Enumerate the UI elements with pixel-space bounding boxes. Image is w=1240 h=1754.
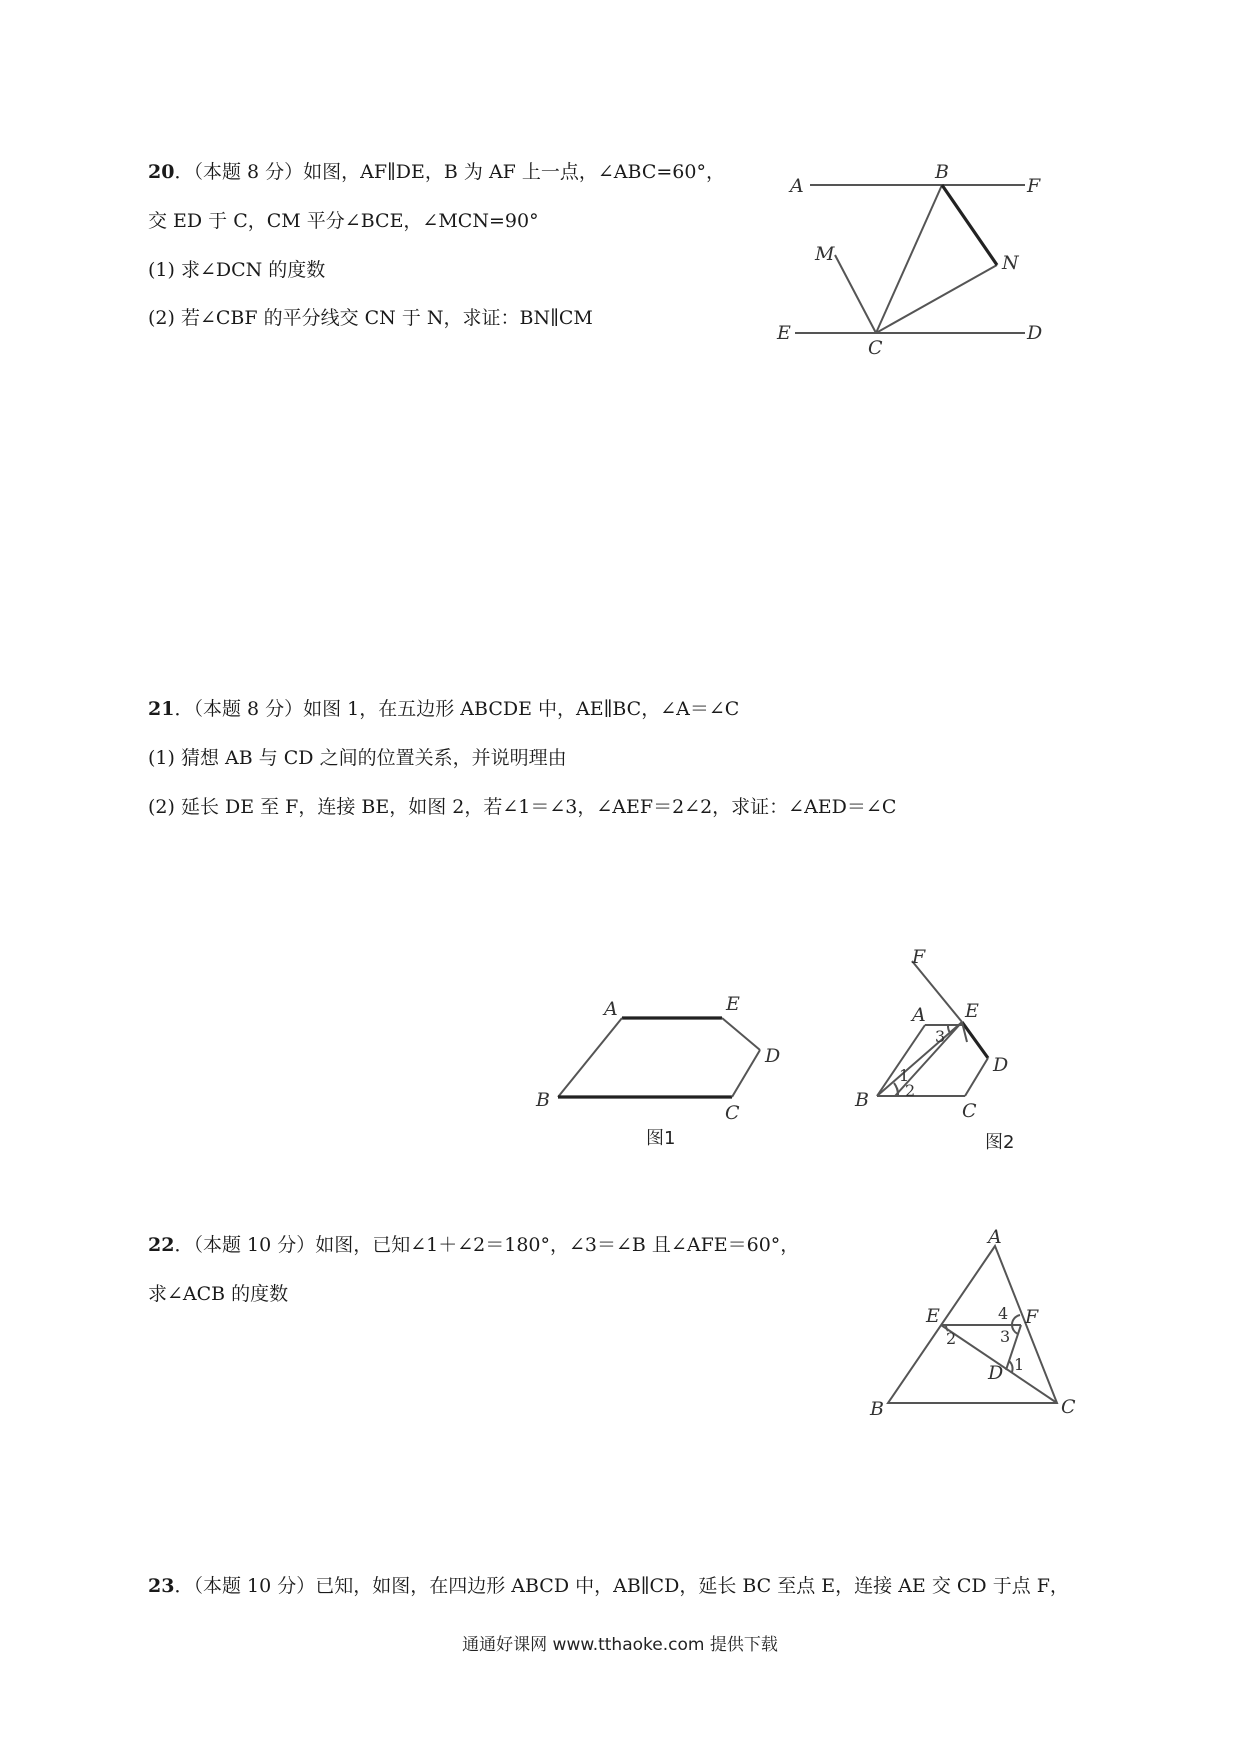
- label-e: E: [777, 322, 791, 344]
- q21-number: 21: [148, 698, 175, 720]
- label-e: E: [965, 1000, 979, 1022]
- q21-part2: (2) 延长 DE 至 F，连接 BE，如图 2，若∠1＝∠3，∠AEF＝2∠2，求证：∠AED＝∠C: [148, 796, 897, 818]
- label-c: C: [868, 337, 883, 359]
- label-b: B: [870, 1398, 884, 1420]
- label-a: A: [912, 1004, 926, 1026]
- label-a: A: [604, 998, 618, 1020]
- page-footer: 通通好课网 www.tthaoke.com 提供下载: [462, 1635, 778, 1655]
- label-b: B: [536, 1089, 550, 1111]
- q23-line1: [148, 1574, 1069, 1598]
- label-e: E: [926, 1305, 940, 1327]
- label-c: C: [1061, 1396, 1076, 1418]
- label-f: F: [912, 946, 926, 968]
- label-a: A: [988, 1226, 1002, 1248]
- q22-number: 22: [148, 1234, 175, 1256]
- q21-line1: [148, 697, 739, 721]
- angle-arc-4: [1012, 1315, 1020, 1325]
- segment-dc: [732, 1050, 760, 1097]
- fig1-caption: 图1: [646, 1128, 676, 1149]
- angle-label-2: 2: [905, 1081, 916, 1100]
- segment-ed: [722, 1018, 760, 1050]
- segment-bc: [876, 185, 942, 333]
- q21-text1: ．（本题 8 分）如图 1，在五边形 ABCDE 中，AE∥BC，∠A＝∠C: [174, 698, 740, 720]
- label-c: C: [962, 1100, 977, 1122]
- segment-cn: [876, 265, 997, 333]
- angle-label-2: 2: [946, 1329, 957, 1348]
- label-d: D: [988, 1362, 1004, 1384]
- angle-label-4: 4: [998, 1304, 1009, 1323]
- angle-arc-3: [1012, 1325, 1018, 1334]
- angle-arc-2: [897, 1088, 898, 1095]
- label-n: N: [1002, 252, 1019, 274]
- angle-label-1: 1: [899, 1066, 910, 1085]
- q22-text1: ．（本题 10 分）如图，已知∠1＋∠2＝180°，∠3＝∠B 且∠AFE＝60°，: [174, 1234, 800, 1256]
- q22-figure: [860, 1226, 1100, 1425]
- segment-ab: [558, 1018, 622, 1097]
- segment-dc: [965, 1058, 988, 1096]
- q20-line1: [148, 160, 725, 184]
- segment-bn: [942, 185, 997, 265]
- q21-part1: (1) 猜想 AB 与 CD 之间的位置关系，并说明理由: [148, 747, 567, 769]
- q23-number: 23: [148, 1575, 175, 1597]
- label-d: D: [765, 1045, 781, 1067]
- label-a: A: [790, 175, 804, 197]
- angle-label-3: 3: [1000, 1327, 1011, 1346]
- segment-cm: [835, 255, 876, 333]
- q20-line2: 交 ED 于 C，CM 平分∠BCE，∠MCN=90°: [148, 210, 539, 232]
- q23-text1: ．（本题 10 分）已知，如图，在四边形 ABCD 中，AB∥CD，延长 BC 至点 E，连接 AE 交 CD 于点 F，: [174, 1575, 1069, 1597]
- label-f: F: [1025, 1306, 1039, 1328]
- label-c: C: [725, 1102, 740, 1124]
- q20-part1: (1) 求∠DCN 的度数: [148, 259, 326, 281]
- angle-label-3: 3: [935, 1027, 946, 1046]
- q22-line1: [148, 1233, 799, 1257]
- label-b: B: [935, 161, 949, 183]
- angle-label-1: 1: [1014, 1355, 1025, 1374]
- angle-arc-3: [948, 1025, 950, 1033]
- fig2-caption: 图2: [985, 1132, 1015, 1153]
- label-d: D: [993, 1054, 1009, 1076]
- q20-text1: ．（本题 8 分）如图，AF∥DE，B 为 AF 上一点，∠ABC=60°，: [174, 161, 725, 183]
- q20-figure: [775, 155, 1065, 365]
- label-f: F: [1027, 175, 1041, 197]
- label-b: B: [855, 1089, 869, 1111]
- label-d: D: [1027, 322, 1043, 344]
- q21-figure1: [530, 995, 790, 1125]
- label-m: M: [815, 243, 835, 265]
- q21-figure2: [855, 945, 1140, 1122]
- label-e: E: [726, 993, 740, 1015]
- q20-number: 20: [148, 161, 175, 183]
- q22-line2: 求∠ACB 的度数: [148, 1283, 289, 1305]
- q20-part2: (2) 若∠CBF 的平分线交 CN 于 N，求证：BN∥CM: [148, 307, 593, 329]
